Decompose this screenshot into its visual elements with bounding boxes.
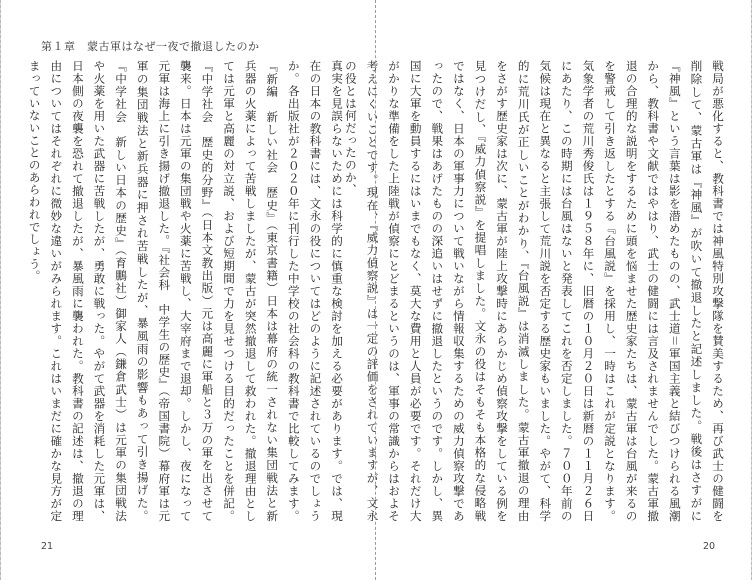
right-page <box>343 0 752 580</box>
left-edge-guide <box>0 0 1 580</box>
left-page-body-text: 真実を見誤らないためには科学的に慎重な検討を加える必要があります。では、現在の日本の教科書には、文永の役についてはどのように記述されているのでしょうか。各出版社が２０２０年に刊行した中学校の社会科の教科書で比較してみます。『新編 新しい社会 歴史』（東京書籍）日本は幕府の統一されない集団戦法と新兵器の火薬によって苦戦しましたが、蒙古が突然撤退して救われた。撤退理由としては元軍と高麗の対立説、および短期間で力を見せつける目的だったことを併記。『中学社会 歴史的分野』（日本文教出版）元は高麗に軍船と３万の軍を出させて襲来。日本は元軍の集団戦や火薬に苦戦し、大宰府まで退却。しかし、夜になって元軍は海上に引き揚げ撤退した。『社会科 中学生の歴史』（帝国書院）幕府軍は元軍の集団戦法と新兵器に押され苦戦したが、暴風雨の影響もあって引き揚げた。『中学社会 新しい日本の歴史』（育鵬社）御家人（鎌倉武士）は元軍の集団戦法や火薬を用いた武器に苦戦したが、勇敢に戦った。やがて武器を消耗した元軍は、日本側の夜襲を恐れて撤退したが、暴風雨に襲われた。教科書の記述は、撤退の理由についてはそれぞれに微妙な違いがみられます。これはいまだに確かな見方が定まっていないことのあらわれでしょう。 <box>27 60 344 522</box>
right-page-body-text: 戦局が悪化すると、教科書では神風特別攻撃隊を賛美するため、再び武士の健闘を削除して、蒙古軍は『神風』が吹いて撤退したと記述しました。戦後はさすがに『神風』という言葉は影を潜めたものの、武士道＝軍国主義と結びつけられる風潮から、教科書や文献ではやはり、武士の健闘には言及されませんでした。蒙古軍撤退の合理的な説明をするために頭を悩ませた歴史家たちは、蒙古軍は台風が来るのを警戒して引き返したとする『台風説』を採用し、一時はこれが定説となります。気象学者の荒川秀俊氏は１９５８年に、旧暦の１０月２０日は新暦の１１月２６日にあたり、この時期には台風はないと発表してこれを否定しました。７００年前の気候は現在と異なると主張して荒川説を否定する歴史家もいました。やがて、科学的に荒川氏が正しいことがわかり、『台風説』は消滅しました。蒙古軍撤退の理由をさがす歴史家は次に、蒙古軍が陸上攻撃時にあらかじめ偵察攻撃をしている例を見つけだし、『威力偵察説』を提唱しました。文永の役はそもそも本格的な侵略戦ではなく、日本の軍事力について戦いながら情報収集するための威力偵察攻撃であったので、戦果はあげたものの深追いはせずに撤退したというのです。しかし、異国に大軍を動員するにはいまでもなく、莫大な費用と人員が必要です。それだけ大がかりな準備をした上陸戦が偵察にとどまるというのは、軍事の常識からはおよそ考えにくいことです。現在、『威力偵察説』は一定の評価をされていますが、文永の役とは何だったのか、 <box>343 60 725 522</box>
page-fold-guide <box>375 0 376 580</box>
chapter-running-head: 第１章 蒙古軍はなぜ一夜で撤退したのか <box>41 40 260 53</box>
left-page-number: 21 <box>41 541 54 552</box>
right-page-number: 20 <box>703 541 716 552</box>
